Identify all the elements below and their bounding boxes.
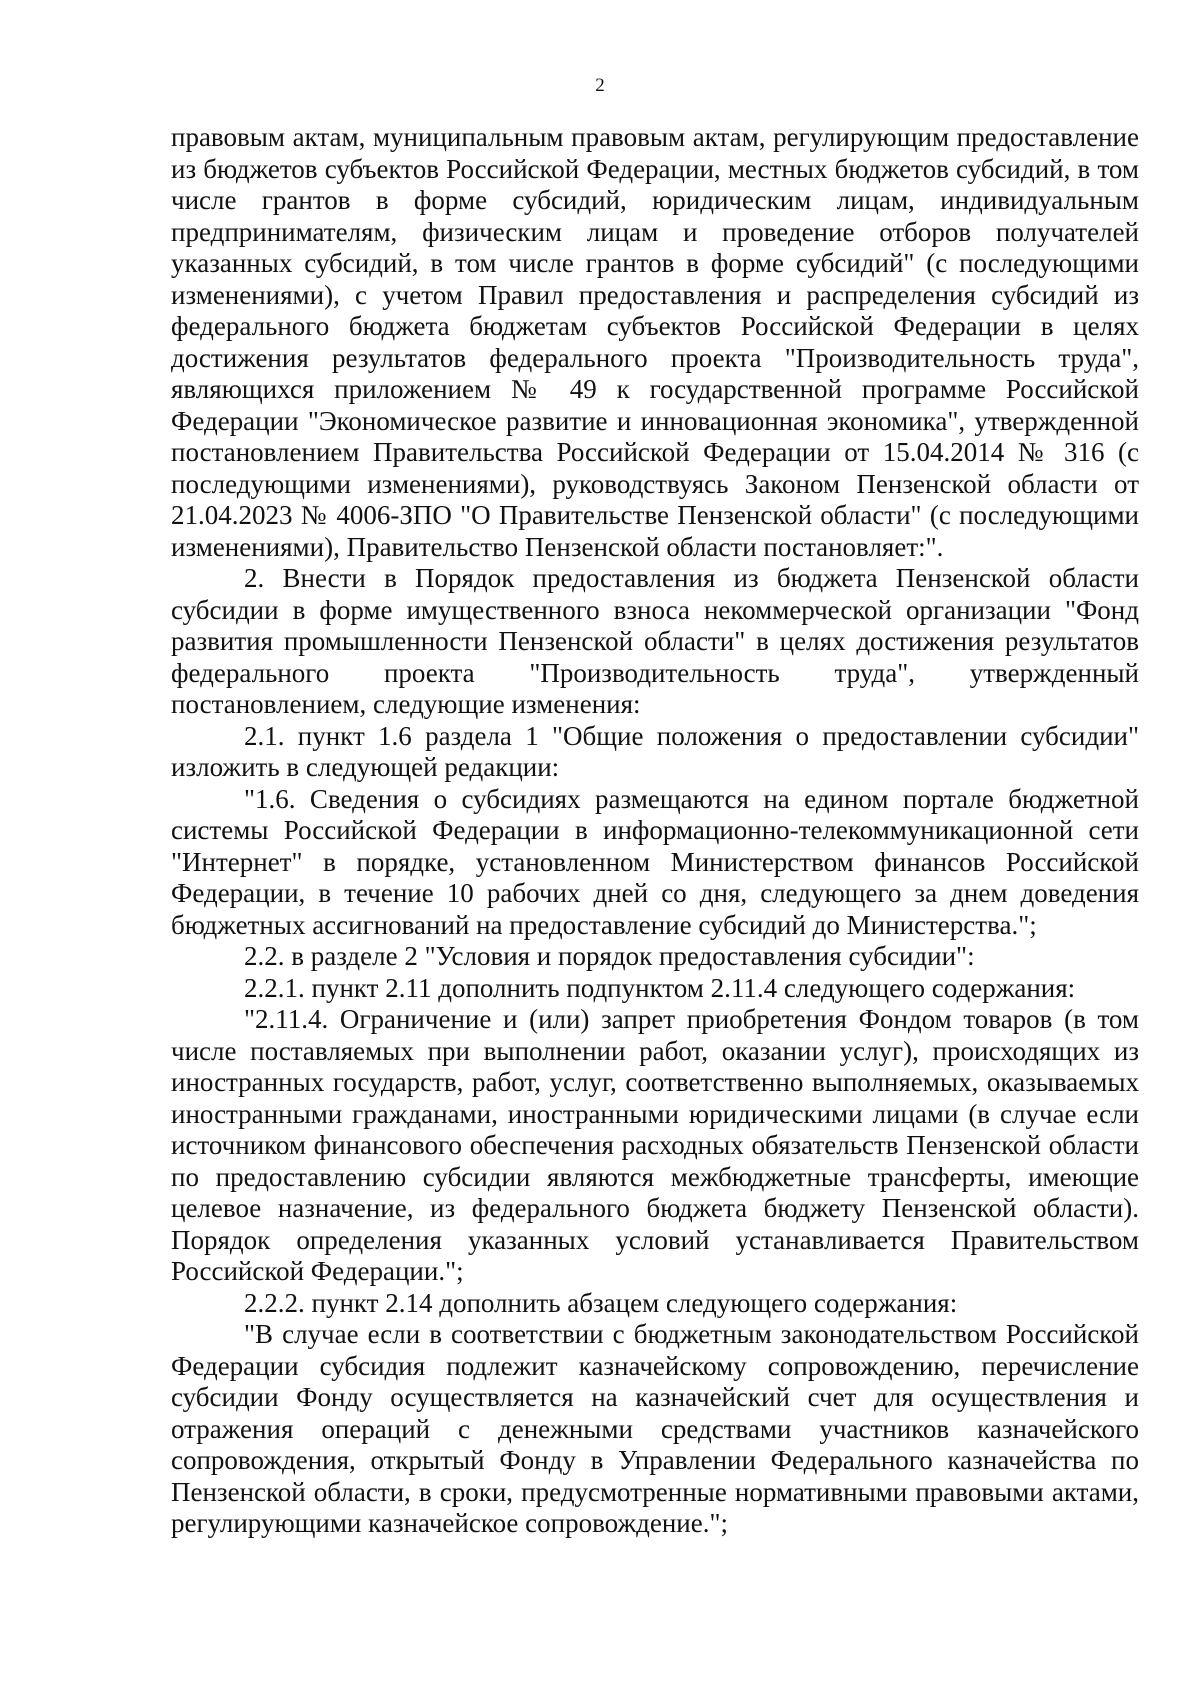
paragraph-item-2-2-1: 2.2.1. пункт 2.11 дополнить подпунктом 2.11.4 следующего содержания: xyxy=(244,972,1076,1003)
page-number: 2 xyxy=(595,75,605,96)
paragraph-item-2-2: 2.2. в разделе 2 "Условия и порядок предоставления субсидии": xyxy=(244,941,975,971)
paragraph-quote-treasury-support: "В случае если в соответствии с бюджетным законодательством Российской Федерации субсидия подлежит казначейскому сопровождению, перечисление субсидии Фонду осуществляется на казначейский счет для осуществления и отражения операций с денежными средствами участников казначейского сопровождения, открытый Фонду в Управлении Федерального казначейства по Пензенской области, в сроки, предусмотренные нормативными правовыми актами, регулирующими казначейское сопровождение."; xyxy=(171,1319,1139,1538)
document-body xyxy=(171,122,1139,1540)
paragraph-preamble-continuation: правовым актам, муниципальным правовым актам, регулирующим предоставление из бюджетов субъектов Российской Федерации, местных бюджетов субсидий, в том числе грантов в форме субсидий, юридическим лицам, индивидуальным предпринимателям, физическим лицам и проведение отборов получателей указанных субсидий, в том числе грантов в форме субсидий" (с последующими изменениями), с учетом Правил предоставления и распределения субсидий из федерального бюджета бюджетам субъектов Российской Федерации в целях достижения результатов федерального проекта "Производительность труда", являющихся приложением № 49 к государственной программе Российской Федерации "Экономическое развитие и инновационная экономика", утвержденной постановлением Правительства Российской Федерации от 15.04.2014 № 316 (с последующими изменениями), руководствуясь Законом Пензенской области от 21.04.2023 № 4006-ЗПО "О Правительстве Пензенской области" (с последующими изменениями), Правительство Пензенской области постановляет:". xyxy=(171,122,1139,562)
paragraph-quote-2-11-4: "2.11.4. Ограничение и (или) запрет приобретения Фондом товаров (в том числе поставляемых при выполнении работ, оказании услуг), происходящих из иностранных государств, работ, услуг, соответственно выполняемых, оказываемых иностранными гражданами, иностранными юридическими лицами (в случае если источником финансового обеспечения расходных обязательств Пензенской области по предоставлению субсидии являются межбюджетные трансферты, имеющие целевое назначение, из федерального бюджета бюджету Пензенской области). Порядок определения указанных условий устанавливается Правительством Российской Федерации."; xyxy=(171,1004,1139,1286)
paragraph-quote-1-6: "1.6. Сведения о субсидиях размещаются на едином портале бюджетной системы Российской Федерации в информационно-телекоммуникационной сети "Интернет" в порядке, установленном Министерством финансов Российской Федерации, в течение 10 рабочих дней со дня, следующего за днем доведения бюджетных ассигнований на предоставление субсидий до Министерства."; xyxy=(171,783,1139,940)
paragraph-item-2-1: 2.1. пункт 1.6 раздела 1 "Общие положения о предоставлении субсидии" изложить в следующей редакции: xyxy=(171,720,1139,782)
paragraph-item-2-2-2: 2.2.2. пункт 2.14 дополнить абзацем следующего содержания: xyxy=(244,1287,958,1318)
paragraph-item-2: 2. Внести в Порядок предоставления из бюджета Пензенской области субсидии в форме имущественного взноса некоммерческой организации "Фонд развития промышленности Пензенской области" в целях достижения результатов федерального проекта "Производительность труда", утвержденный постановлением, следующие изменения: xyxy=(171,563,1139,719)
